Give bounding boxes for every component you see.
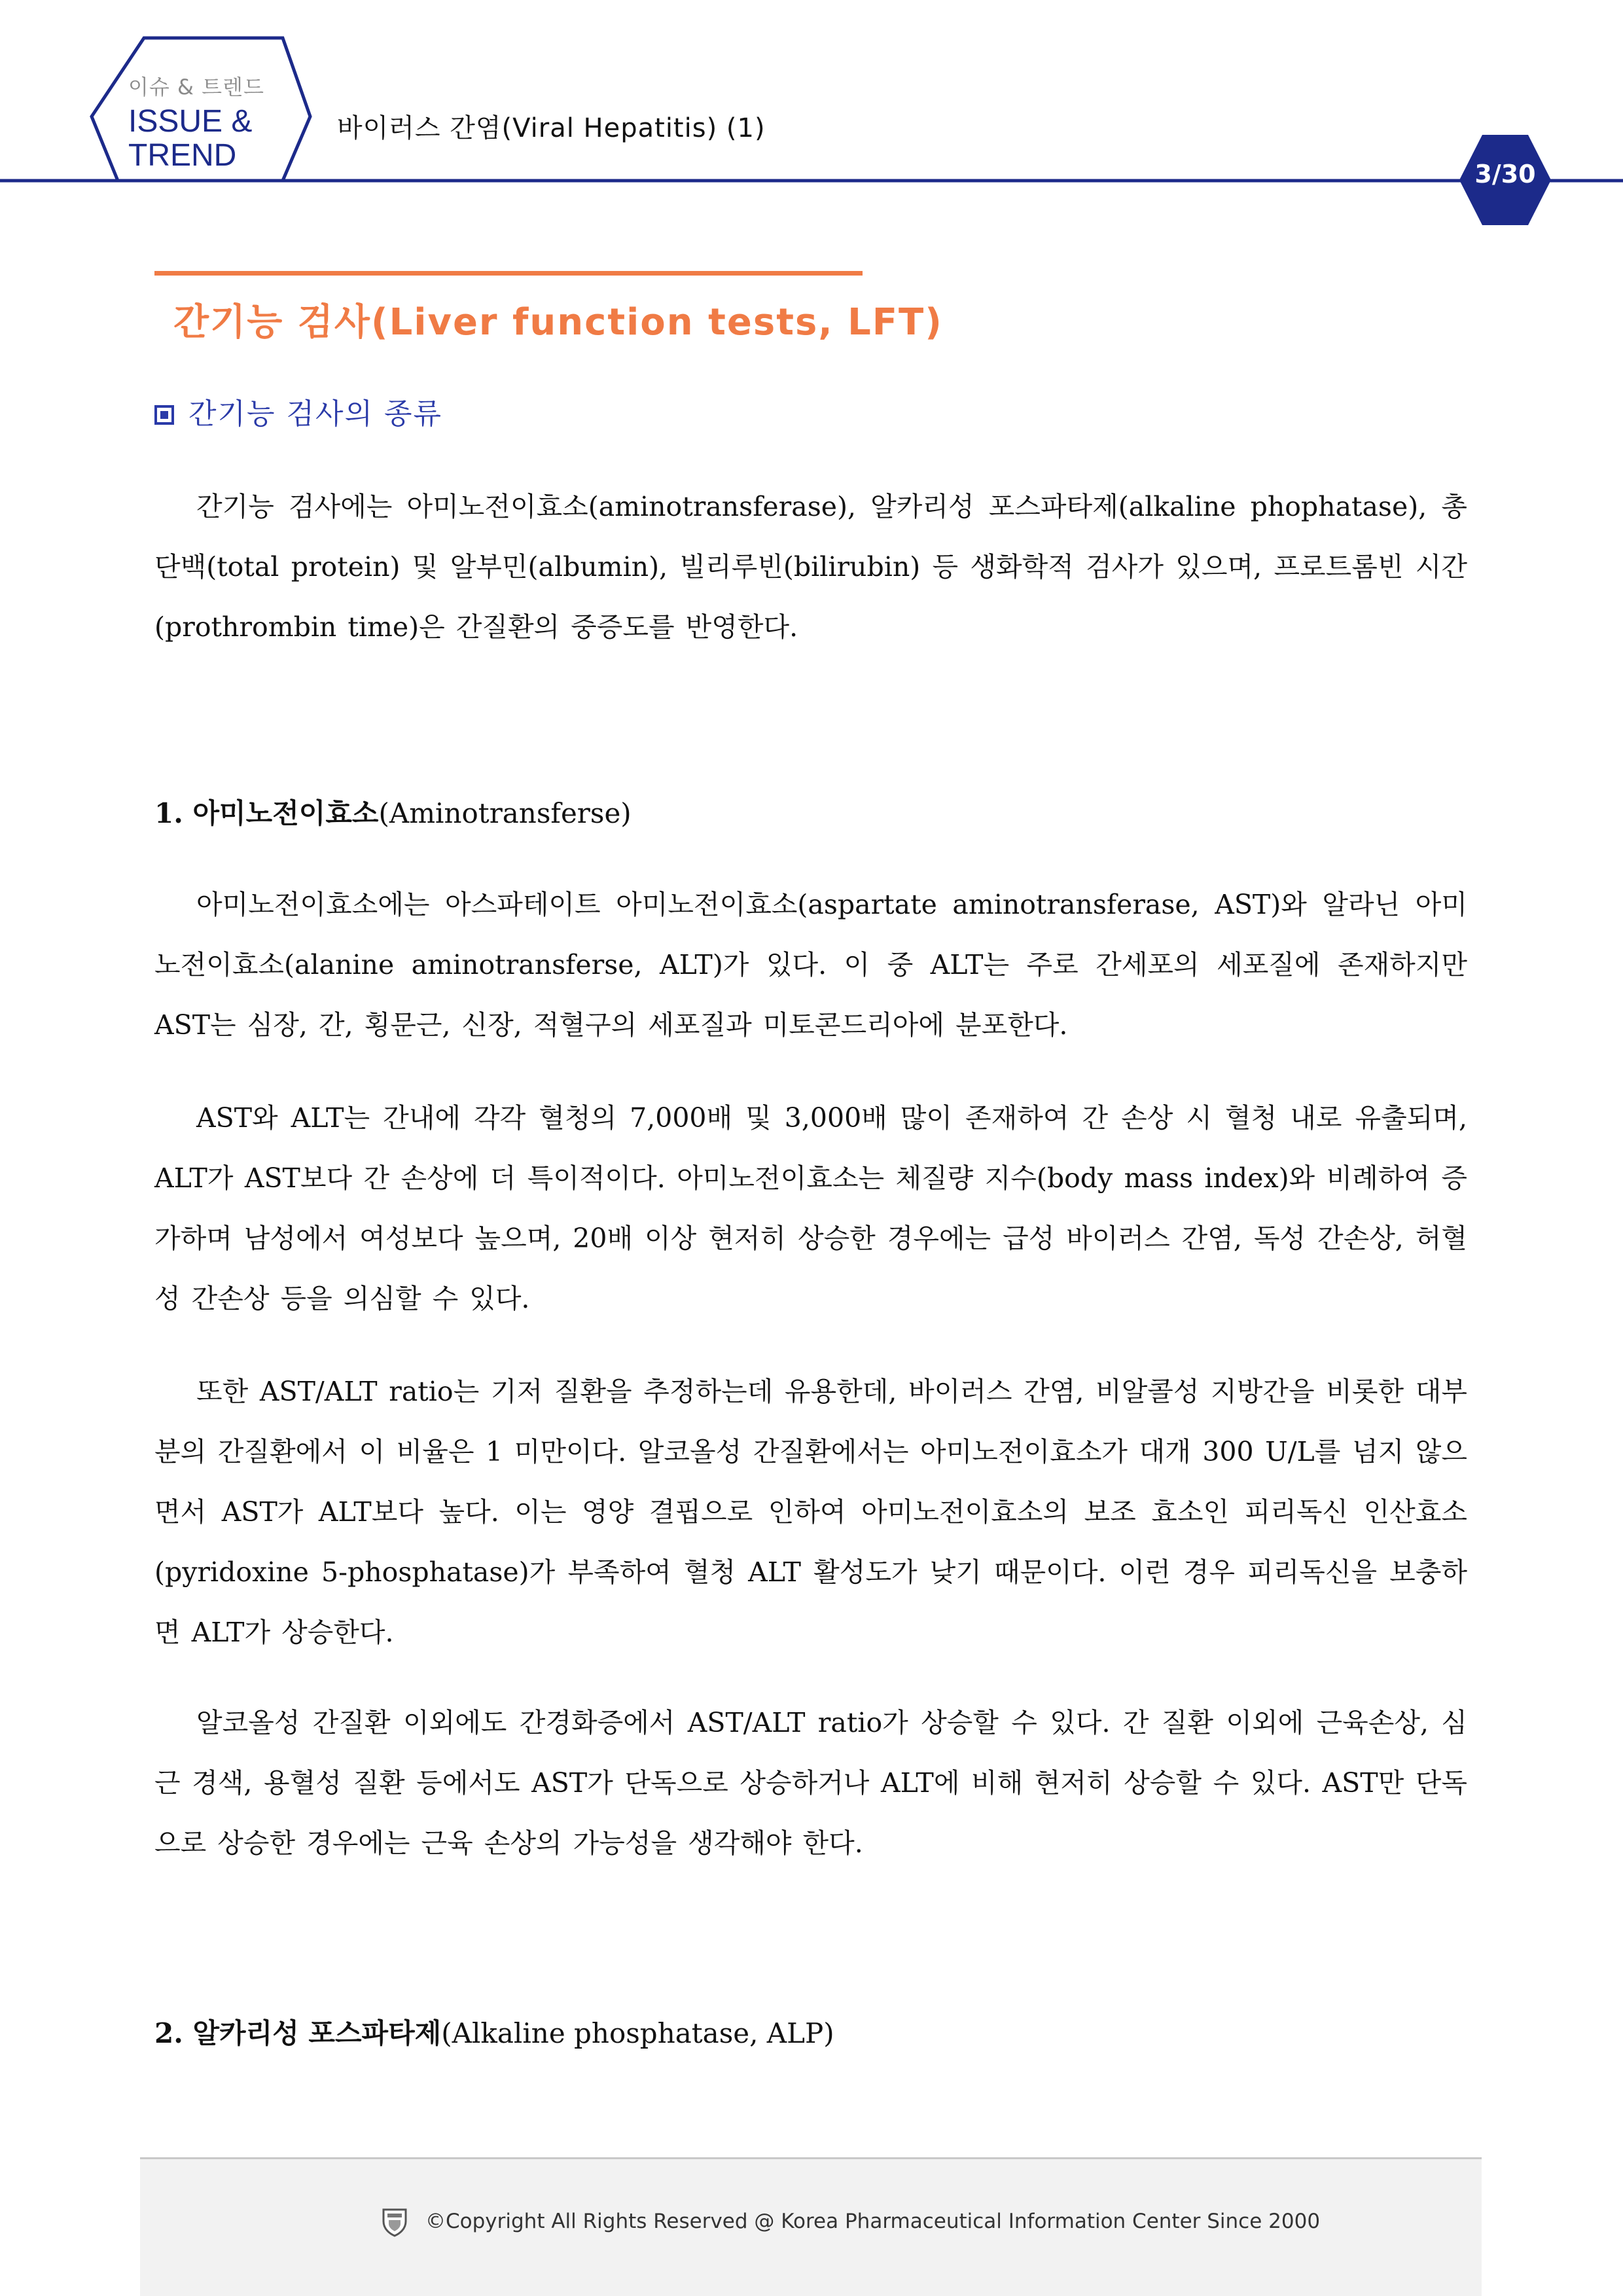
- badge-trend-label: TREND: [128, 138, 237, 173]
- square-bullet-icon: [154, 405, 174, 425]
- page-number: 3/30: [1474, 160, 1536, 188]
- item-number: 1.: [154, 797, 183, 829]
- intro-paragraph: 간기능 검사에는 아미노전이효소(aminotransferase), 알카리성 포스파타제(alkaline phophatase), 총단백(total protein) 및 알부민(albumin), 빌리루빈(bilirubin) 등 생화학적 검사가 있으며, 프로트롬빈 시간(prothrombin time)은 간질환의 중증도를 반영한다.: [154, 491, 1467, 643]
- document-title: 바이러스 간염(Viral Hepatitis) (1): [337, 113, 766, 143]
- section-accent-bar: [154, 271, 863, 276]
- subsection-heading: [154, 390, 442, 432]
- item-number: 2.: [154, 2017, 183, 2049]
- badge-issue-label: ISSUE &: [128, 104, 253, 139]
- item-title-english: (Alkaline phosphatase, ALP): [441, 2017, 834, 2049]
- item-title-korean: 아미노전이효소: [192, 797, 379, 829]
- item-heading-aminotransferase: [154, 792, 632, 831]
- section-title: 간기능 검사(Liver function tests, LFT): [173, 301, 943, 344]
- page-header: [0, 0, 1623, 236]
- body-paragraph: 아미노전이효소에는 아스파테이트 아미노전이효소(aspartate aminotransferase, AST)와 알라닌 아미노전이효소(alanine aminotransferse, ALT)가 있다. 이 중 ALT는 주로 간세포의 세포질에 존재하지만 AST는 심장, 간, 횡문근, 신장, 적혈구의 세포질과 미토콘드리아에 분포한다.: [154, 889, 1467, 1041]
- shield-crest-icon: [381, 2207, 408, 2237]
- body-paragraph: 또한 AST/ALT ratio는 기저 질환을 추정하는데 유용한데, 바이러스 간염, 비알콜성 지방간을 비롯한 대부분의 간질환에서 이 비율은 1 미만이다. 알코올성 간질환에서는 아미노전이효소가 대개 300 U/L를 넘지 않으면서 AST가 ALT보다 높다. 이는 영양 결핍으로 인하여 아미노전이효소의 보조 효소인 피리독신 인산효소(pyridoxine 5-phosphatase)가 부족하여 혈청 ALT 활성도가 낮기 때문이다. 이런 경우 피리독신을 보충하면 ALT가 상승한다.: [154, 1376, 1467, 1648]
- item-title-english: (Aminotransferse): [378, 797, 632, 829]
- subsection-label: 간기능 검사의 종류: [188, 397, 443, 431]
- item-title-korean: 알카리성 포스파타제: [192, 2017, 442, 2049]
- badge-korean-label: 이슈 & 트렌드: [128, 75, 264, 99]
- body-paragraph: 알코올성 간질환 이외에도 간경화증에서 AST/ALT ratio가 상승할 수 있다. 간 질환 이외에 근육손상, 심근 경색, 용혈성 질환 등에서도 AST가 단독으로 상승하거나 ALT에 비해 현저히 상승할 수 있다. AST만 단독으로 상승한 경우에는 근육 손상의 가능성을 생각해야 한다.: [154, 1707, 1467, 1859]
- item-heading-alkaline-phosphatase: [154, 2012, 834, 2051]
- body-paragraph: AST와 ALT는 간내에 각각 혈청의 7,000배 및 3,000배 많이 존재하여 간 손상 시 혈청 내로 유출되며, ALT가 AST보다 간 손상에 더 특이적이다. 아미노전이효소는 체질량 지수(body mass index)와 비례하여 증가하며 남성에서 여성보다 높으며, 20배 이상 현저히 상승한 경우에는 급성 바이러스 간염, 독성 간손상, 허혈성 간손상 등을 의심할 수 있다.: [154, 1102, 1467, 1314]
- copyright-text: ©Copyright All Rights Reserved @ Korea Pharmaceutical Information Center Since 2000: [425, 2210, 1321, 2233]
